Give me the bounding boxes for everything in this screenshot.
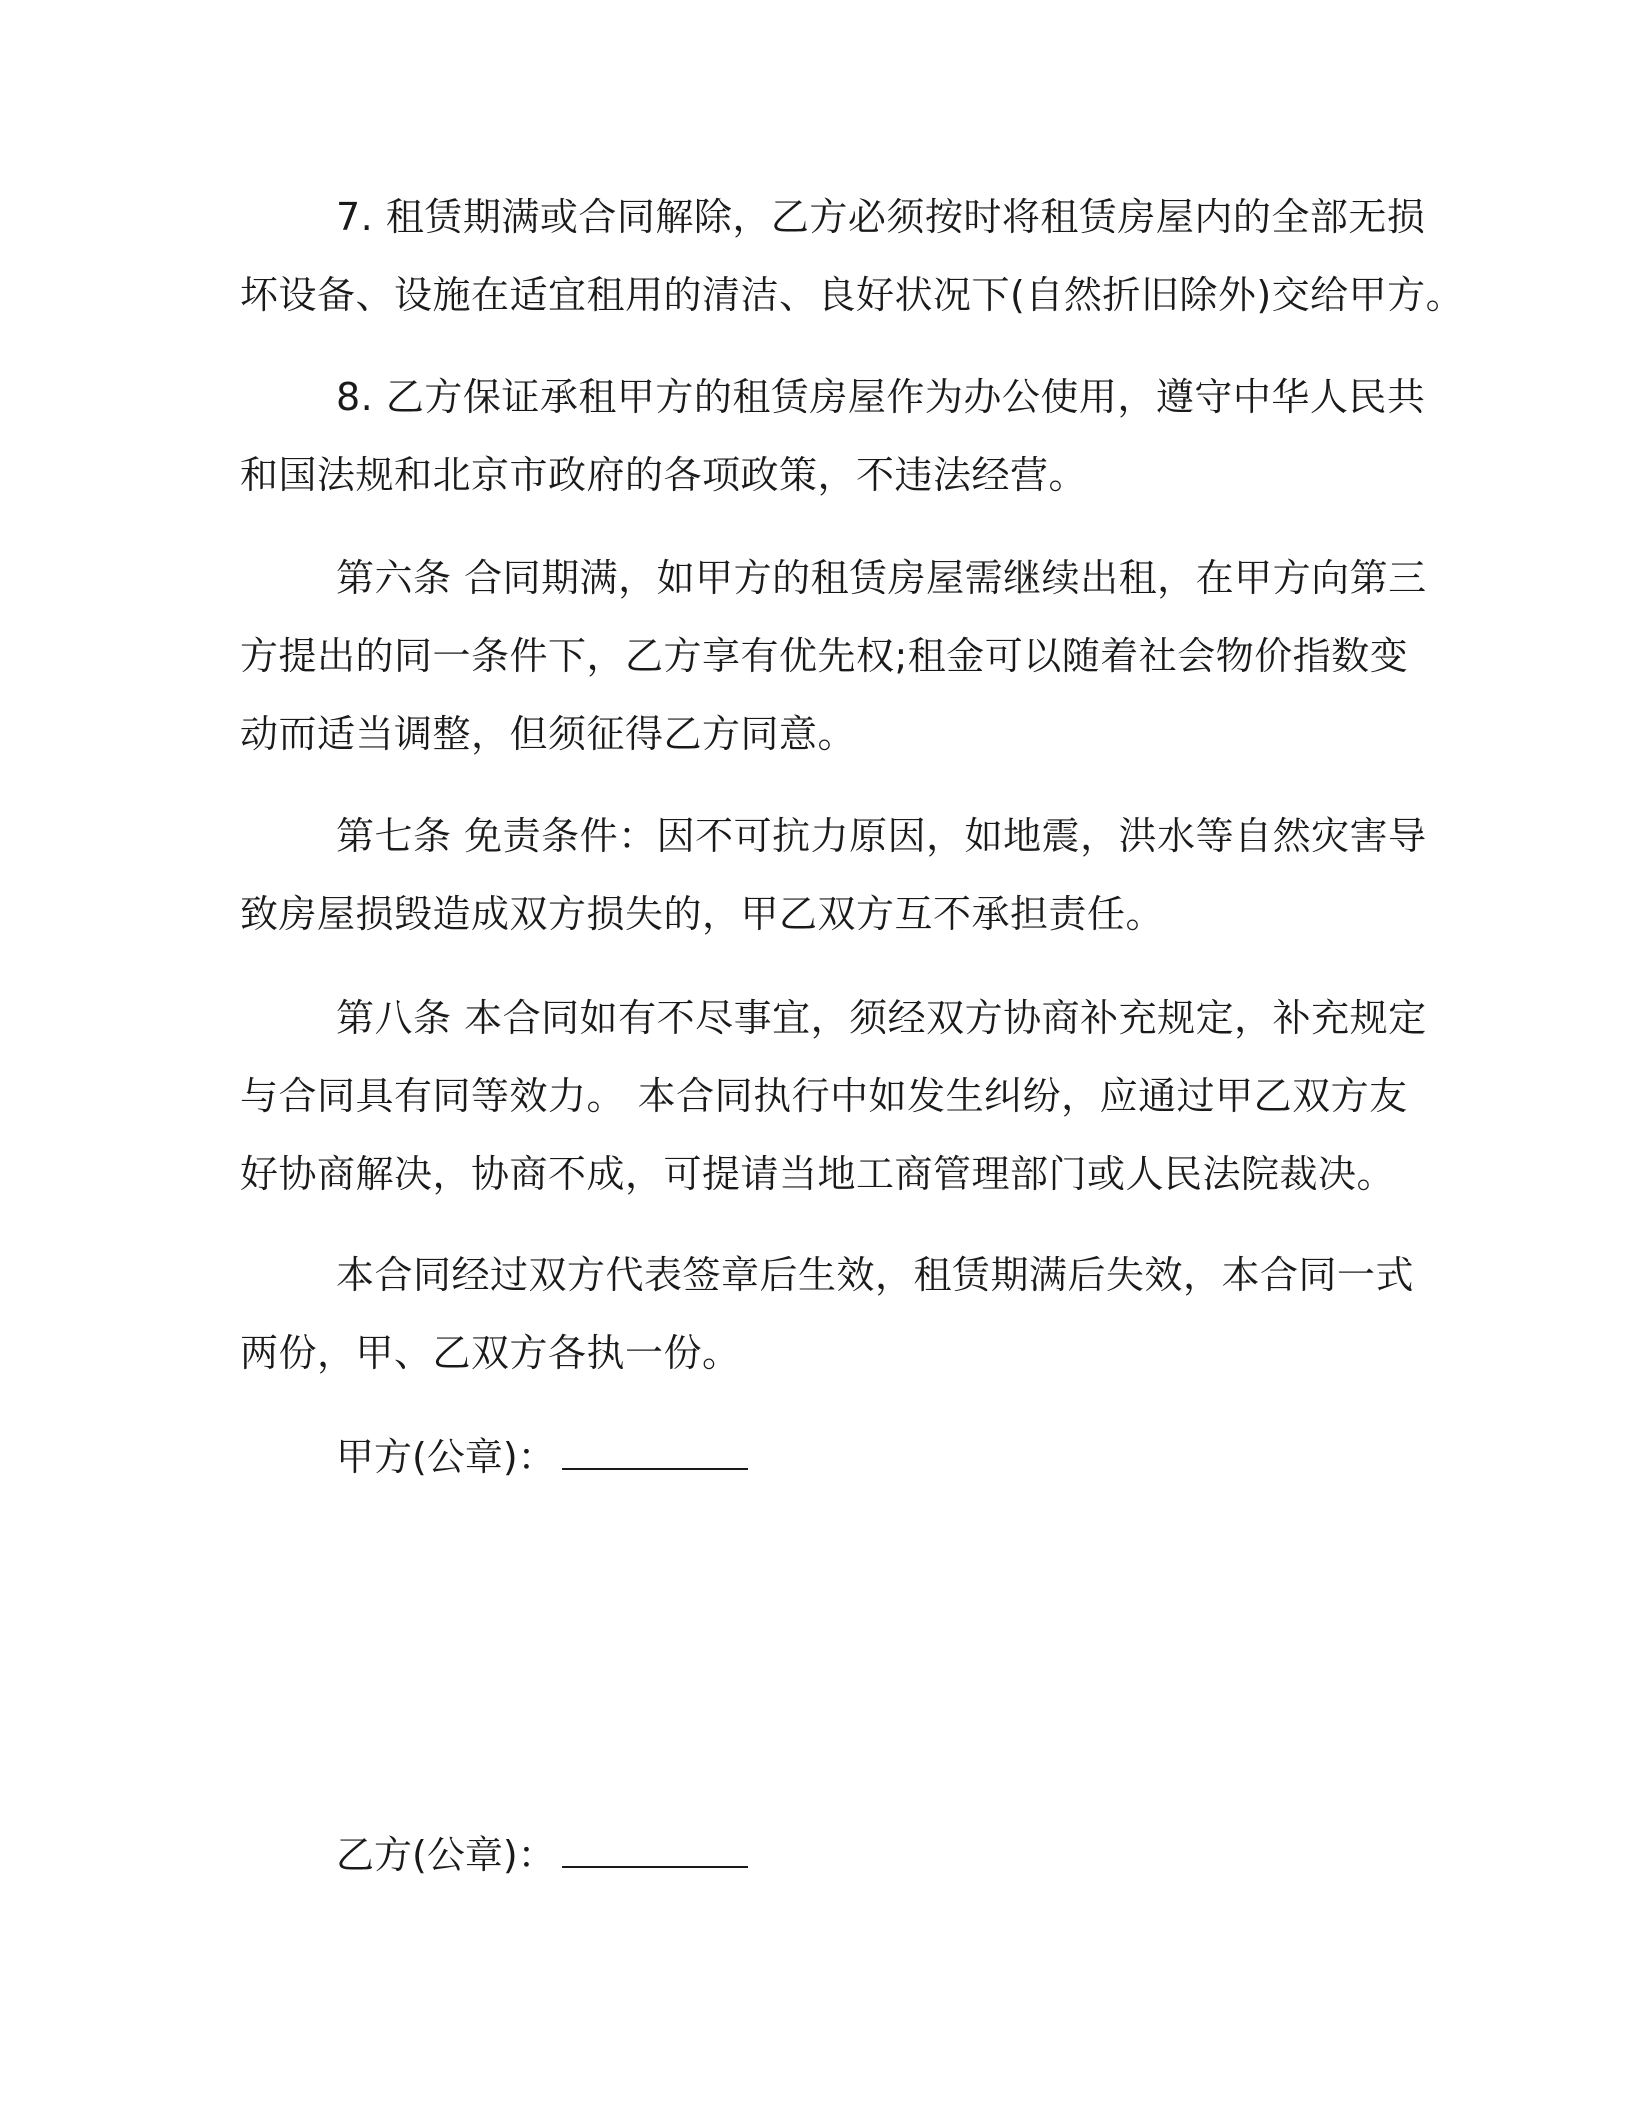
effectiveness-clause (240, 1236, 1415, 1392)
paragraph-line: 好协商解决，协商不成，可提请当地工商管理部门或人民法院裁决。 (240, 1152, 1396, 1196)
paragraph-line: 8. 乙方保证承租甲方的租赁房屋作为办公使用，遵守中华人民共 (336, 375, 1426, 419)
party-b-signature-blank (562, 1836, 748, 1868)
paragraph-line: 动而适当调整，但须征得乙方同意。 (240, 712, 857, 756)
paragraph-line: 两份，甲、乙双方各执一份。 (240, 1331, 741, 1375)
paragraph-line: 第六条 合同期满，如甲方的租赁房屋需继续出租，在甲方向第三 (336, 556, 1427, 600)
paragraph-line: 坏设备、设施在适宜租用的清洁、良好状况下(自然折旧除外)交给甲方。 (240, 273, 1465, 317)
party-b-label: 乙方(公章)： (336, 1833, 556, 1877)
paragraph-line: 7. 租赁期满或合同解除，乙方必须按时将租赁房屋内的全部无损 (336, 195, 1426, 239)
clause-7-return-equipment (240, 178, 1465, 334)
article-6-renewal-priority (240, 539, 1427, 773)
paragraph-line: 方提出的同一条件下，乙方享有优先权;租金可以随着社会物价指数变 (240, 634, 1409, 678)
article-7-force-majeure (240, 797, 1427, 953)
party-a-signature-blank (562, 1438, 748, 1470)
party-b-signature-line (336, 1816, 748, 1894)
article-8-supplementary-disputes (240, 979, 1427, 1213)
paragraph-line: 致房屋损毁造成双方损失的，甲乙双方互不承担责任。 (240, 892, 1165, 936)
clause-8-office-use (240, 358, 1426, 514)
party-a-label: 甲方(公章)： (336, 1435, 556, 1479)
paragraph-line: 本合同经过双方代表签章后生效，租赁期满后失效，本合同一式 (336, 1253, 1415, 1297)
paragraph-line: 与合同具有同等效力。 本合同执行中如发生纠纷，应通过甲乙双方友 (240, 1074, 1408, 1118)
paragraph-line: 第七条 免责条件：因不可抗力原因，如地震，洪水等自然灾害导 (336, 814, 1427, 858)
paragraph-line: 和国法规和北京市政府的各项政策，不违法经营。 (240, 453, 1088, 497)
paragraph-line: 第八条 本合同如有不尽事宜，须经双方协商补充规定，补充规定 (336, 996, 1427, 1040)
party-a-signature-line (336, 1418, 748, 1496)
